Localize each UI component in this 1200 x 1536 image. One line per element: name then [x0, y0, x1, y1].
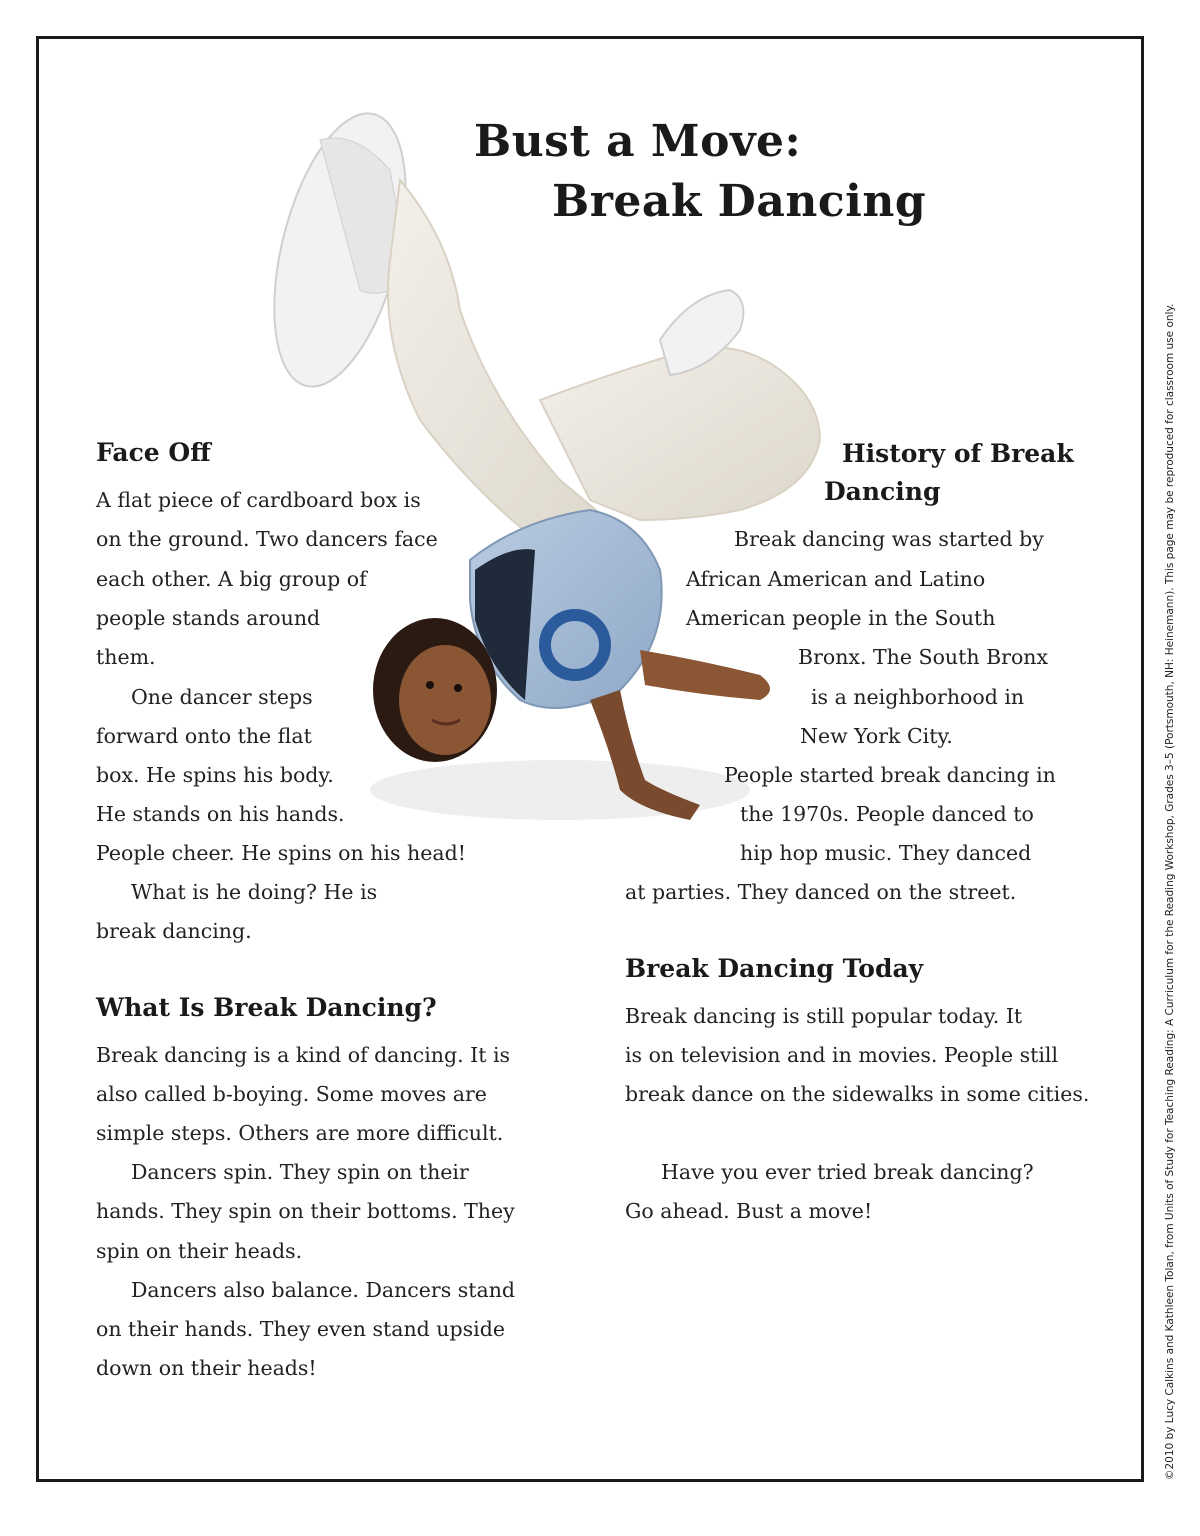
history-line: the 1970s. People danced to: [740, 802, 1034, 826]
face-off-line: box. He spins his body.: [96, 763, 334, 787]
dancer-head: [373, 618, 497, 762]
face-off-line: them.: [96, 645, 156, 669]
what-is-line: Dancers also balance. Dancers stand: [131, 1278, 516, 1302]
history-line: Break dancing was started by: [734, 527, 1044, 551]
what-is-line: down on their heads!: [96, 1356, 317, 1380]
heading-break-dancing-today: Break Dancing Today: [625, 954, 924, 983]
heading-history-line-2: Dancing: [824, 477, 941, 506]
history-line: African American and Latino: [686, 567, 986, 591]
heading-face-off: Face Off: [96, 438, 211, 467]
face-off-line: People cheer. He spins on his head!: [96, 841, 466, 865]
face-off-line: each other. A big group of: [96, 567, 367, 591]
history-line: American people in the South: [686, 606, 996, 630]
history-line: hip hop music. They danced: [740, 841, 1032, 865]
face-off-line: One dancer steps: [131, 685, 313, 709]
pants-leg-upper: [388, 180, 620, 557]
what-is-line: also called b-boying. Some moves are: [96, 1082, 487, 1106]
copyright-notice: ©2010 by Lucy Calkins and Kathleen Tolan, from Units of Study for Teaching Reading: A Curriculum for the Reading Workshop, Grades 3–5 (Portsmouth, NH: Heinemann). This page may be reproduced for classroom use only.: [1164, 303, 1176, 1480]
today-line: Go ahead. Bust a move!: [625, 1199, 873, 1223]
history-line: People started break dancing in: [724, 763, 1056, 787]
today-line: Have you ever tried break dancing?: [661, 1160, 1034, 1184]
face-off-line: on the ground. Two dancers face: [96, 527, 438, 551]
face-off-line: A flat piece of cardboard box is: [96, 488, 421, 512]
arm-extended: [640, 650, 770, 700]
history-line: is a neighborhood in: [811, 685, 1025, 709]
face-off-line: people stands around: [96, 606, 321, 630]
title-line-2: Break Dancing: [552, 176, 927, 227]
face-off-line: forward onto the flat: [96, 724, 312, 748]
history-line: Bronx. The South Bronx: [798, 645, 1049, 669]
today-line: break dance on the sidewalks in some cities.: [625, 1082, 1090, 1106]
history-line: New York City.: [800, 724, 953, 748]
what-is-line: simple steps. Others are more difficult.: [96, 1121, 504, 1145]
title-line-1: Bust a Move:: [474, 116, 802, 167]
what-is-line: hands. They spin on their bottoms. They: [96, 1199, 515, 1223]
what-is-line: Dancers spin. They spin on their: [131, 1160, 469, 1184]
heading-history-line-1: History of Break: [842, 439, 1074, 468]
what-is-line: on their hands. They even stand upside: [96, 1317, 505, 1341]
today-line: Break dancing is still popular today. It: [625, 1004, 1023, 1028]
history-line: at parties. They danced on the street.: [625, 880, 1017, 904]
heading-what-is-break-dancing: What Is Break Dancing?: [96, 993, 437, 1022]
today-line: is on television and in movies. People still: [625, 1043, 1059, 1067]
what-is-line: spin on their heads.: [96, 1239, 303, 1263]
face-off-line: What is he doing? He is: [131, 880, 378, 904]
face-off-line: He stands on his hands.: [96, 802, 345, 826]
face-off-line: break dancing.: [96, 919, 252, 943]
what-is-line: Break dancing is a kind of dancing. It is: [96, 1043, 511, 1067]
